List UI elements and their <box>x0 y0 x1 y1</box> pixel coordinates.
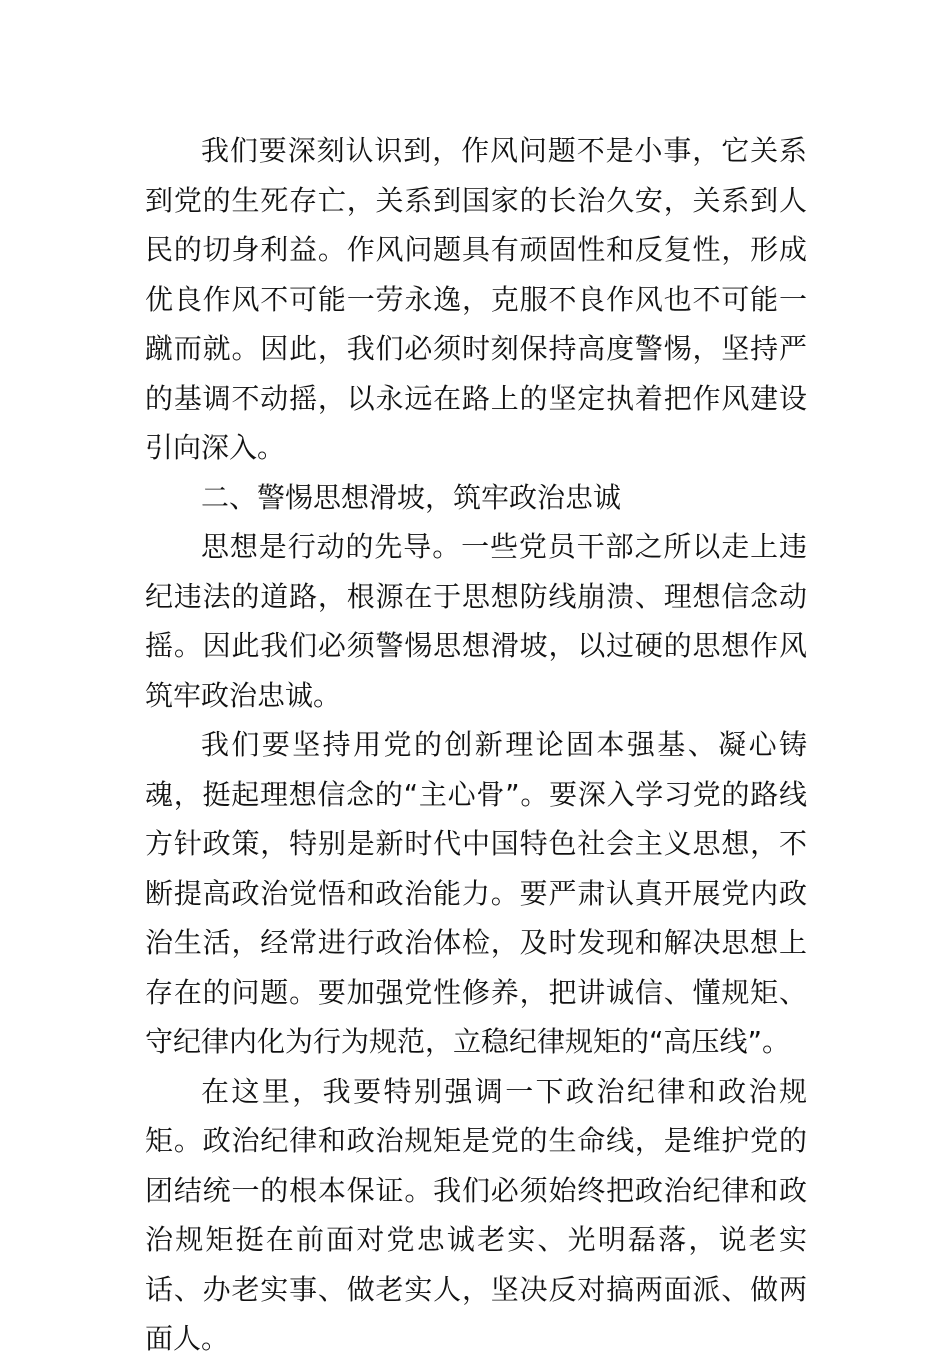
paragraph-theory-study: 我们要坚持用党的创新理论固本强基、凝心铸魂，挺起理想信念的“主心骨”。要深入学习党的路线方针政策，特别是新时代中国特色社会主义思想，不断提高政治觉悟和政治能力。要严肃认真开展党内政治生活，经常进行政治体检，及时发现和解决思想上存在的问题。要加强党性修养，把讲诚信、懂规矩、守纪律内化为行为规范，立稳纪律规矩的“高压线”。 <box>145 728 807 1058</box>
section-heading: 二、警惕思想滑坡，筑牢政治忠诚 <box>201 480 622 514</box>
document-body <box>145 126 807 1364</box>
paragraph-work-style: 我们要深刻认识到，作风问题不是小事，它关系到党的生死存亡，关系到国家的长治久安，关系到人民的切身利益。作风问题具有顽固性和反复性，形成优良作风不可能一劳永逸，克服不良作风也不可能一蹴而就。因此，我们必须时刻保持高度警惕，坚持严的基调不动摇，以永远在路上的坚定执着把作风建设引向深入。 <box>145 134 807 464</box>
paragraph-political-discipline: 在这里，我要特别强调一下政治纪律和政治规矩。政治纪律和政治规矩是党的生命线，是维护党的团结统一的根本保证。我们必须始终把政治纪律和政治规矩挺在前面对党忠诚老实、光明磊落，说老实话、办老实事、做老实人，坚决反对搞两面派、做两面人。 <box>145 1074 807 1355</box>
paragraph-thought-guide: 思想是行动的先导。一些党员干部之所以走上违纪违法的道路，根源在于思想防线崩溃、理想信念动摇。因此我们必须警惕思想滑坡，以过硬的思想作风筑牢政治忠诚。 <box>145 530 807 712</box>
